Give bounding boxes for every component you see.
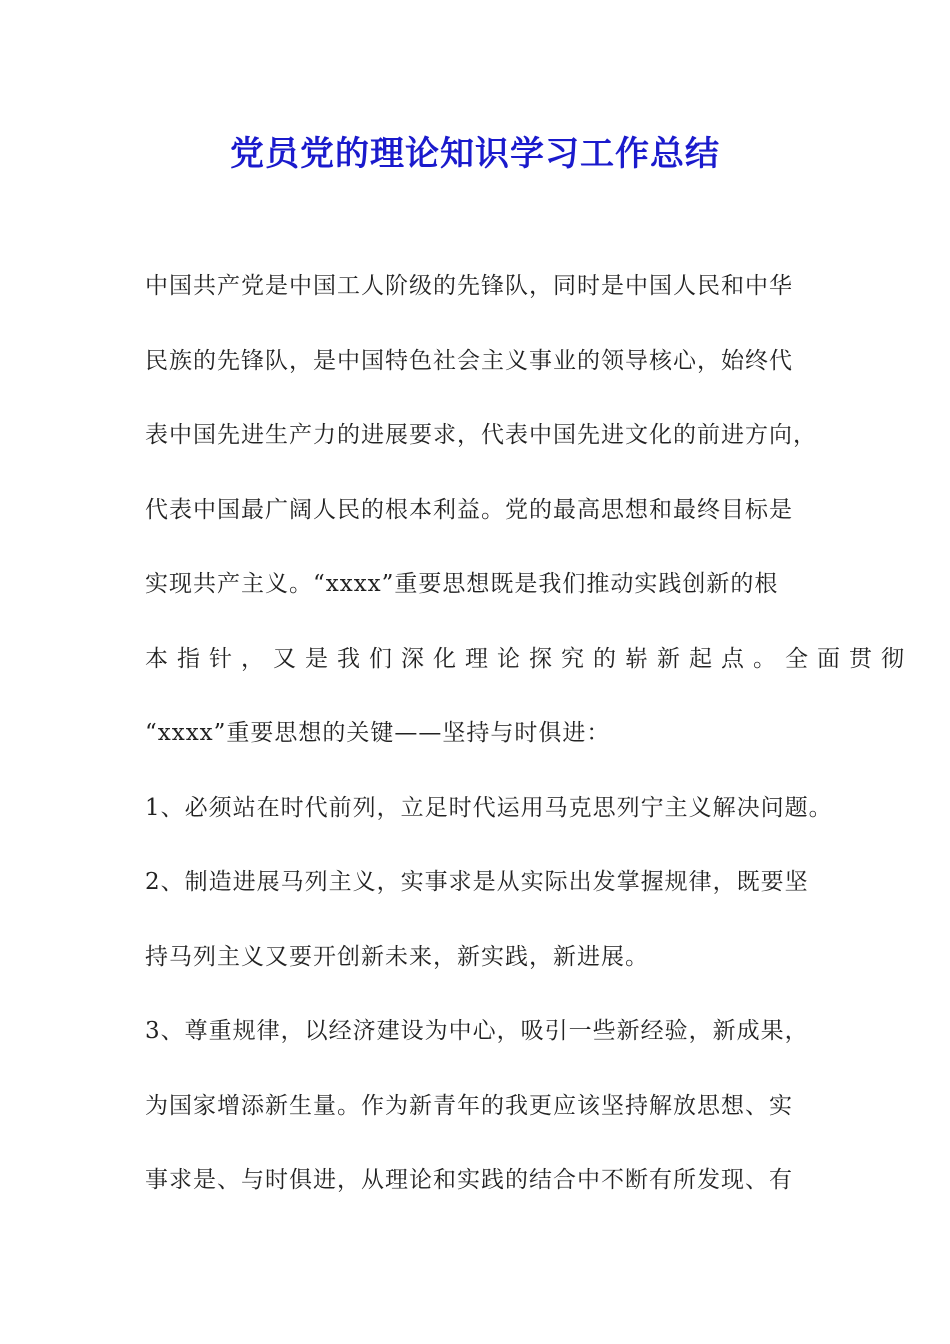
- body-line: 中国共产党是中国工人阶级的先锋队，同时是中国人民和中华: [145, 273, 793, 299]
- body-line: 实现共产主义。“xxxx”重要思想既是我们推动实践创新的根: [145, 571, 779, 597]
- body-line: 民族的先锋队，是中国特色社会主义事业的领导核心，始终代: [145, 347, 793, 374]
- document-title: 党员党的理论知识学习工作总结: [230, 134, 720, 174]
- body-line: 持马列主义又要开创新未来，新实践，新进展。: [145, 943, 649, 970]
- list-item: 2、制造进展马列主义，实事求是从实际出发掌握规律，既要坚: [145, 869, 809, 895]
- body-line: 代表中国最广阔人民的根本利益。党的最高思想和最终目标是: [145, 496, 793, 523]
- body-line: 表中国先进生产力的进展要求，代表中国先进文化的前进方向，: [145, 422, 817, 448]
- list-item: 3、尊重规律，以经济建设为中心，吸引一些新经验，新成果，: [145, 1018, 809, 1044]
- body-line: 本指针，又是我们深化理论探究的崭新起点。全面贯彻: [145, 645, 913, 672]
- body-line: “xxxx”重要思想的关键——坚持与时俱进：: [145, 720, 611, 746]
- document-body: [145, 258, 913, 1227]
- body-line: 为国家增添新生量。作为新青年的我更应该坚持解放思想、实: [145, 1092, 793, 1119]
- body-line: 事求是、与时俱进，从理论和实践的结合中不断有所发现、有: [145, 1167, 793, 1193]
- list-item: 1、必须站在时代前列，立足时代运用马克思列宁主义解决问题。: [145, 794, 833, 821]
